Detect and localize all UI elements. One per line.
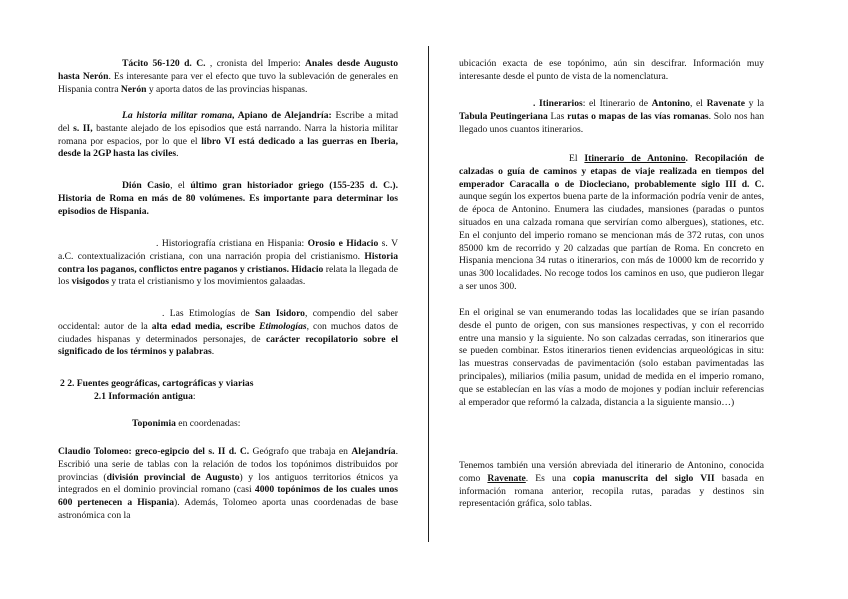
dion-casio-name: Dión Casio — [122, 180, 171, 191]
text: en coordenadas: — [175, 418, 241, 429]
historia-paganos: Historia contra los paganos, conflictos entre paganos y cristianos. Hidacio — [58, 250, 398, 275]
text: Tenemos también una versión abreviada del itinerario de Antonino, conocida como — [459, 460, 764, 484]
copia-manuscrita: copia manuscrita del siglo VII — [572, 472, 715, 484]
text: bastante alejado de los episodios que está narrando. Narra la historia militar romana por espacios, por lo que el — [58, 122, 398, 147]
text: y la — [745, 98, 764, 109]
orosio-hidacio: Orosio e Hidacio — [307, 238, 379, 249]
paragraph-dion-casio — [58, 180, 398, 218]
tolomeo-name: Claudio Tolomeo: greco-egipcio del s. II d. C. — [58, 446, 250, 457]
text: , el — [170, 180, 191, 191]
text: . Solo nos han llegado unos cuantos itinerarios. — [459, 110, 765, 135]
section-heading: 2 2. Fuentes geográficas, cartográficas y viarias — [60, 378, 254, 389]
paragraph-san-isidoro — [58, 308, 398, 359]
alejandria: Alejandría — [351, 446, 396, 457]
division-provincial: división provincial de Augusto — [106, 471, 240, 483]
text: , compendio del saber occidental: autor de la — [58, 308, 398, 332]
san-isidoro: San Isidoro — [255, 308, 305, 319]
text: Las — [547, 110, 568, 122]
text: , con muchos datos de ciudades hispanas y determinados personajes, de — [58, 320, 398, 345]
text: , el — [690, 98, 707, 109]
paragraph-original: En el original se van enumerando todas las localidades que se irían pasando desde el punto de origen, con sus mansiones respectivas, y con el recorrido entre una mansio y la siguiente. No son calzadas cerradas, son itinerarios que se pueden combinar. Estos itinerarios tienen evidencias arqueológicas in situ: las muestras conservadas de pavimentación (solo estaban pavimentadas las principales), miliarios (milia pasum, unidad de medida en el imperio romano, que se establecían en las vías a modo de mojones y podían incluir referencias al emperador que reformó la calzada, distancia a la siguiente mansio…) — [459, 307, 764, 408]
text: y trata el cristianismo y los movimientos galaadas. — [108, 276, 306, 288]
historia-militar-title: La historia militar romana — [122, 110, 233, 121]
antonino: Antonino — [651, 98, 691, 109]
text: basada en información romana anterior, recopila rutas, paradas y destinos sin representación gráfica, solo tablas. — [459, 472, 764, 510]
toponimia-line — [132, 418, 398, 431]
paragraph-itinerarios — [459, 98, 764, 136]
dion-casio-desc: último gran historiador griego (155-235 d. C.). Historia de Roma en más de 80 volúmenes. Es importante para determinar los episodios de Hispania. — [58, 180, 399, 217]
text: ). Además, Tolomeo aporta unas coordenadas de base astronómica con la — [58, 497, 398, 521]
subsection-heading-text: 2.1 Información antigua — [94, 391, 193, 402]
text: . Historiografía cristiana en Hispania: — [156, 238, 308, 249]
apiano-name: , Apiano de Alejandría: — [232, 110, 332, 121]
text: s. V a.C. contextualización cristiana, con una narración propia del cristianismo. — [58, 238, 398, 262]
text: , cronista del Imperio: — [205, 58, 305, 69]
anales-title: Anales desde Augusto hasta Nerón — [58, 58, 399, 82]
libro-vi: libro VI está dedicado a las guerras en Iberia, desde la 2GP hasta las civiles — [58, 135, 398, 160]
paragraph-itinerario-antonino — [459, 153, 764, 294]
recopilacion: . Recopilación de calzadas o guía de caminos y etapas de viaje realizada en tiempos del emperador Caracalla o de Diocleciano, probablemente siglo III d. C. — [459, 153, 764, 190]
rutas-mapas: rutas o mapas de las vías romanas — [567, 110, 709, 122]
text: aunque según los expertos buena parte de la información podría venir de antes, de época de Antonino. Enumera las ciudades, mansiones (paradas o puntos situados en una calzada romana que servirían como albergues), stationes, etc. En el conjunto del imperio romano se mencionan más de 372 rutas, con unos 85000 km de recorrido y 20 calzadas que partían de Roma. En concreto en Hispania menciona 34 rutas o itinerarios, con más de 10000 km de recorrido y unas 300 localidades. No recoge todos los caminos en uso, que pudieron llegar a ser unos 300. — [459, 191, 764, 292]
subsection-heading — [94, 391, 398, 404]
century: s. II, — [73, 122, 93, 134]
text: y aporta datos de las provincias hispanas. — [146, 83, 308, 95]
ravenate: Ravenate — [706, 98, 745, 109]
text: . Es una — [525, 472, 573, 484]
alta-edad-media: alta edad media, escribe — [151, 320, 260, 332]
tabula-peutingeriana: Tabula Peutingeriana — [459, 110, 548, 122]
tacito-name: Tácito 56-120 d. C. — [122, 58, 206, 69]
text: relata la llegada de los — [58, 263, 398, 288]
paragraph-apiano — [58, 110, 398, 161]
visigodos: visigodos — [71, 276, 109, 288]
etimologias-title: Etimologías — [259, 320, 307, 332]
itinerarios-label: . Itinerarios — [533, 98, 583, 109]
text: ) y los antiguos territorios étnicos ya integrados en el dominio provincial romano (casi — [58, 471, 398, 496]
caracter-recopilatorio: carácter recopilatorio sobre el significado de los términos y palabras — [58, 333, 398, 358]
text: : el Itinerario de — [582, 98, 652, 109]
text: Geógrafo que trabaja en — [249, 446, 352, 457]
toponimia-label: Toponimia — [132, 418, 176, 429]
text: . — [211, 346, 215, 358]
text: . Es interesante para ver el efecto que tuvo la sublevación de generales en Hispania contra — [58, 70, 398, 95]
itinerario-antonino-title: Itinerario de Antonino — [584, 153, 686, 164]
text: El — [569, 153, 585, 164]
text: : — [192, 391, 196, 402]
paragraph-historiografia-cristiana — [58, 238, 398, 289]
toponimos-count: 4000 topónimos de los cuales unos 600 pertenecen a Hispania — [58, 484, 398, 509]
text: . — [176, 148, 179, 160]
paragraph-ravenate — [459, 460, 764, 511]
paragraph-ubicacion: ubicación exacta de ese topónimo, aún sin descifrar. Información muy interesante desde el punto de vista de la nomenclatura. — [459, 58, 764, 82]
column-divider — [428, 46, 429, 542]
text: Escribe a mitad del — [58, 110, 398, 134]
ravenate-link: Ravenate — [487, 472, 526, 484]
paragraph-tacito — [58, 58, 398, 96]
paragraph-tolomeo — [58, 446, 398, 523]
text: . Escribió una serie de tablas con la relación de todos los topónimos distribuidos por provincias ( — [58, 446, 398, 483]
neron: Nerón — [120, 83, 147, 95]
text: . Las Etimologías de — [162, 308, 256, 319]
